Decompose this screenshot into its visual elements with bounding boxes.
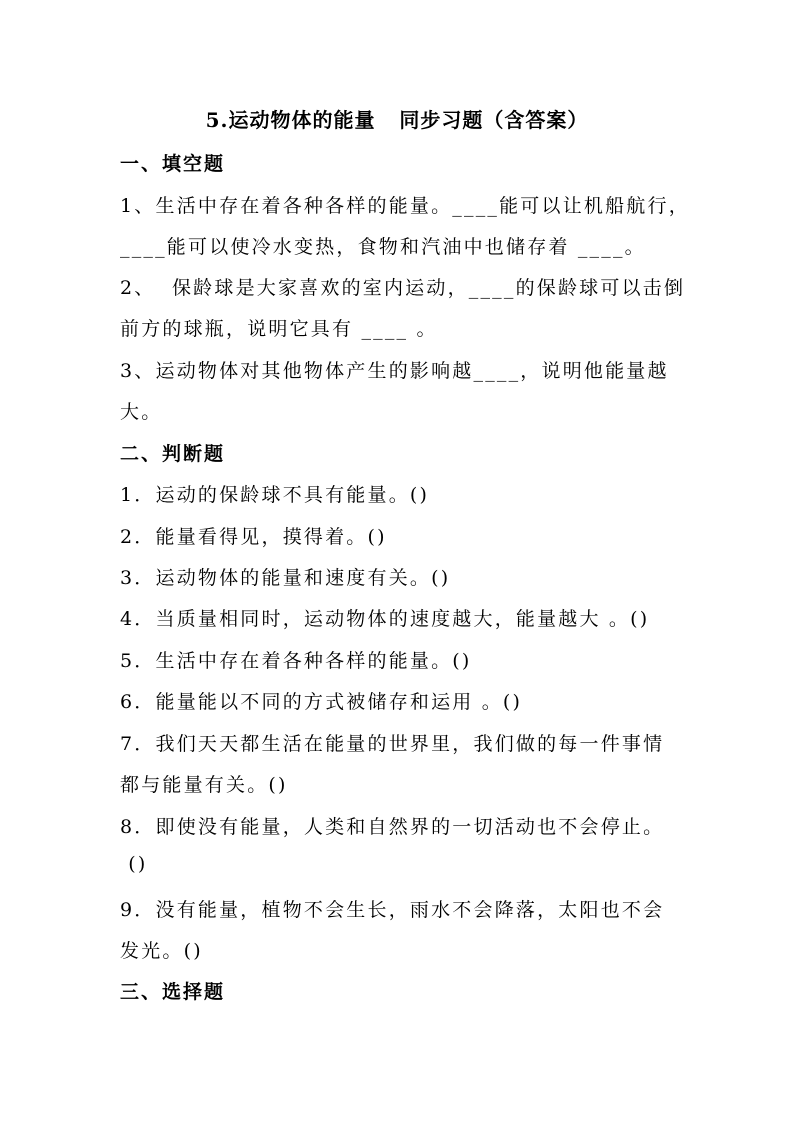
section-heading-true-false: 二、判断题 bbox=[120, 443, 226, 465]
fill-blank-line: ____能可以使冷水变热，食物和汽油中也储存着 ____。 bbox=[120, 236, 646, 258]
section-heading-fill-blank: 一、填空题 bbox=[120, 153, 226, 175]
true-false-line: 发光。() bbox=[120, 940, 203, 962]
section-heading-multiple-choice: 三、选择题 bbox=[120, 981, 226, 1003]
fill-blank-line: 大。 bbox=[120, 401, 163, 423]
true-false-line: 9．没有能量，植物不会生长，雨水不会降落，太阳也不会 bbox=[120, 899, 665, 921]
fill-blank-line: 1、生活中存在着各种各样的能量。____能可以让机船航行， bbox=[120, 195, 690, 217]
true-false-line: 都与能量有关。() bbox=[120, 774, 288, 796]
true-false-line: 5．生活中存在着各种各样的能量。() bbox=[120, 650, 472, 672]
true-false-line: 4．当质量相同时，运动物体的速度越大，能量越大 。() bbox=[120, 608, 650, 630]
fill-blank-line: 3、运动物体对其他物体产生的影响越____，说明他能量越 bbox=[120, 360, 669, 382]
fill-blank-line: 2、 保龄球是大家喜欢的室内运动，____的保龄球可以击倒 bbox=[120, 277, 686, 299]
true-false-line: 3．运动物体的能量和速度有关。() bbox=[120, 567, 451, 589]
true-false-line: 8．即使没有能量，人类和自然界的一切活动也不会停止。 bbox=[120, 816, 665, 838]
page-title: 5.运动物体的能量 同步习题（含答案） bbox=[205, 108, 589, 132]
true-false-line: 1．运动的保龄球不具有能量。() bbox=[120, 484, 430, 506]
fill-blank-line: 前方的球瓶，说明它具有 ____ 。 bbox=[120, 318, 438, 340]
true-false-line: 6．能量能以不同的方式被储存和运用 。() bbox=[120, 691, 523, 713]
true-false-line: 7．我们天天都生活在能量的世界里，我们做的每一件事情 bbox=[120, 733, 665, 755]
true-false-line: () bbox=[120, 853, 148, 875]
true-false-line: 2．能量看得见，摸得着。() bbox=[120, 526, 387, 548]
